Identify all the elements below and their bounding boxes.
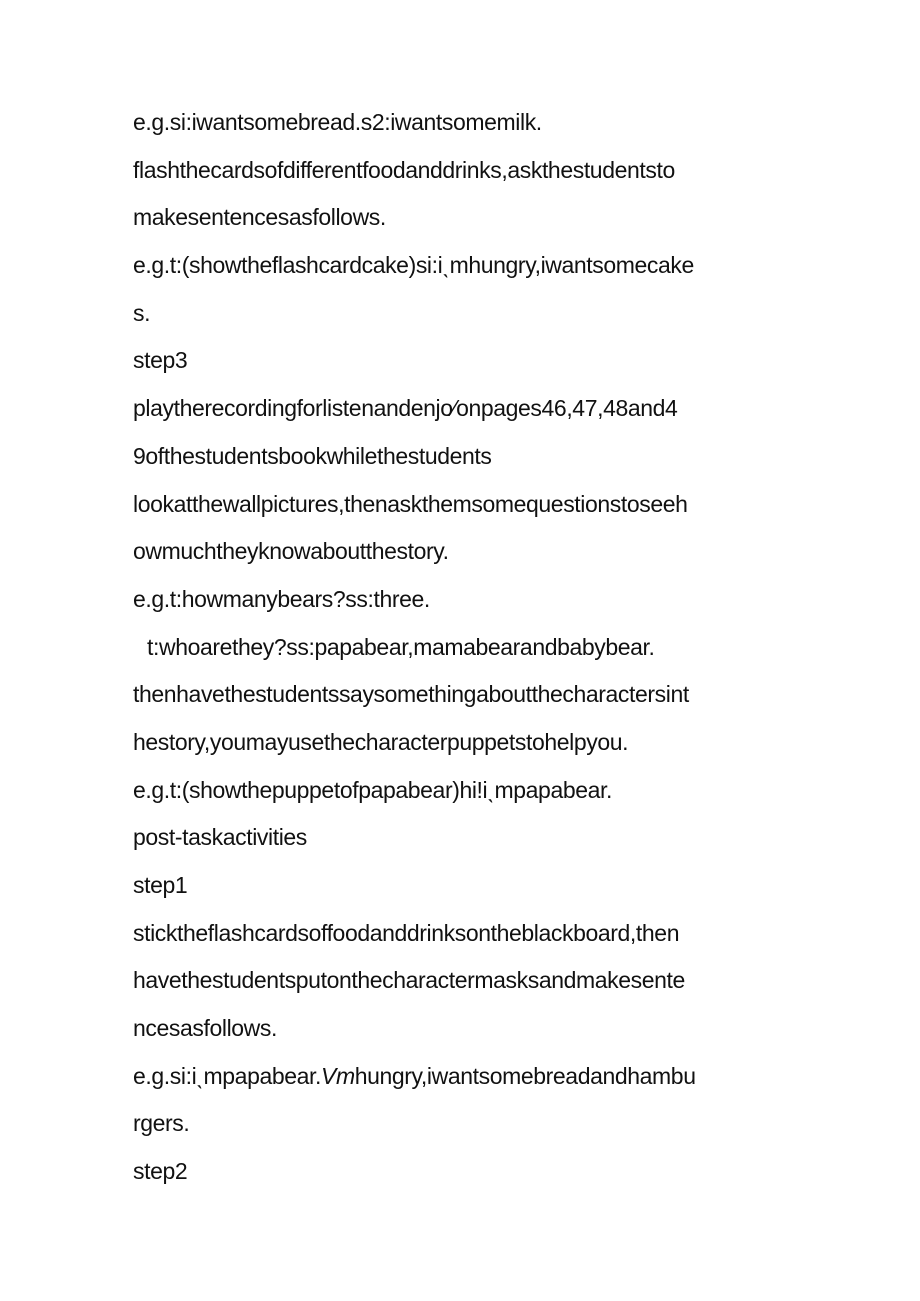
- italic-text-segment: Vm: [321, 1062, 355, 1089]
- text-segment: hungry,iwantsomebreadandhambu: [354, 1062, 696, 1089]
- text-line: owmuchtheyknowaboutthestory.: [133, 538, 449, 565]
- text-line: ncesasfollows.: [133, 1015, 277, 1042]
- text-line: hestory,youmayusethecharacterpuppetstohelpyou.: [133, 728, 629, 755]
- text-line: 9ofthestudentsbookwhilethestudents: [133, 442, 492, 469]
- text-line: flashthecardsofdifferentfoodanddrinks,askthestudentsto: [133, 156, 675, 183]
- step-heading: step2: [133, 1158, 188, 1185]
- text-line: thenhavethestudentssaysomethingaboutthecharactersint: [133, 681, 689, 708]
- text-line: sticktheflashcardsoffoodanddrinksontheblackboard,then: [133, 919, 680, 946]
- text-segment: e.g.si:iˎmpapabear.: [133, 1062, 322, 1089]
- step-heading: step3: [133, 347, 188, 374]
- text-line: playtherecordingforlistenandenjo⁄onpages46,47,48and4: [133, 395, 678, 422]
- section-heading: post-taskactivities: [133, 824, 307, 851]
- text-line: makesentencesasfollows.: [133, 204, 386, 231]
- text-line: e.g.t:(showthepuppetofpapabear)hi!iˎmpapabear.: [133, 776, 612, 803]
- text-line: [133, 1057, 813, 1105]
- text-line: t:whoarethey?ss:papabear,mamabearandbabybear.: [147, 633, 655, 660]
- document-body: [133, 103, 813, 1200]
- text-line: e.g.t:(showtheflashcardcake)si:iˎmhungry,iwantsomecake: [133, 252, 694, 279]
- text-line: rgers.: [133, 1110, 190, 1137]
- text-line: e.g.t:howmanybears?ss:three.: [133, 585, 430, 612]
- text-line: havethestudentsputonthecharactermasksandmakesente: [133, 967, 685, 994]
- text-line: s.: [133, 299, 151, 326]
- step-heading: step1: [133, 872, 188, 898]
- text-line: lookatthewallpictures,thenaskthemsomequestionstoseeh: [133, 490, 688, 517]
- text-line: e.g.si:iwantsomebread.s2:iwantsomemilk.: [133, 109, 542, 135]
